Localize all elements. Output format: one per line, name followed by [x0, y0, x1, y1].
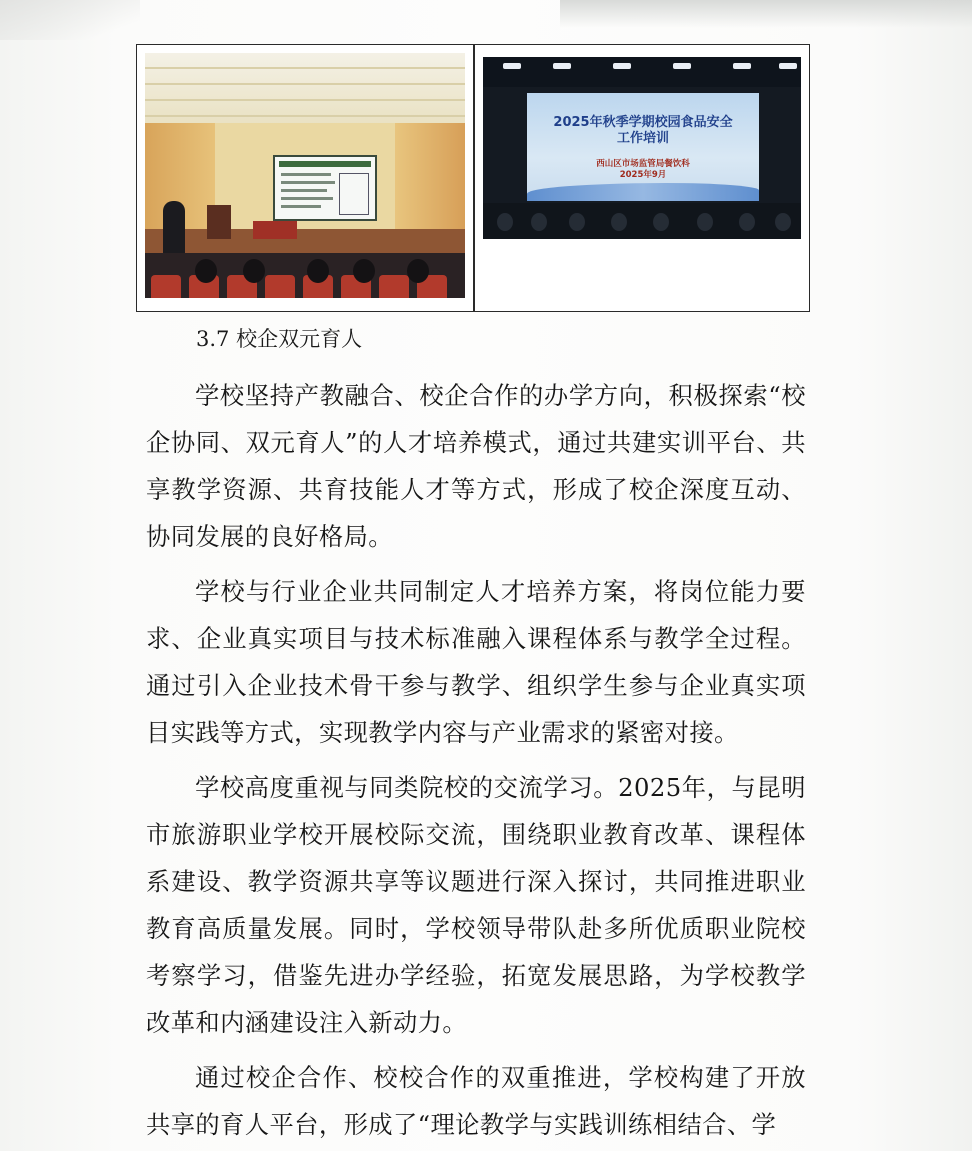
audience — [145, 253, 465, 298]
ceiling — [145, 53, 465, 125]
section-heading: 3.7 校企双元育人 — [196, 327, 363, 351]
stage — [145, 229, 465, 253]
podium — [207, 205, 231, 239]
table-divider — [473, 45, 475, 311]
page-corner-shadow — [0, 0, 140, 40]
paragraph: 通过校企合作、校校合作的双重推进，学校构建了开放共享的育人平台，形成了“理论教学与实践训练相结合、学 — [146, 1063, 806, 1139]
training-session-photo — [483, 57, 801, 239]
projection-screen — [527, 93, 759, 201]
photo-table — [136, 44, 810, 312]
ceiling-lights — [483, 57, 801, 87]
wall-right — [395, 123, 465, 243]
paragraph: 学校坚持产教融合、校企合作的办学方向，积极探索“校企协同、双元育人”的人才培养模式，通过共建实训平台、共享教学资源、共育技能人才等方式，形成了校企深度互动、协同发展的良好格局。 — [146, 381, 806, 551]
page-curl-shadow — [560, 0, 972, 28]
auditorium-lecture-photo — [145, 53, 465, 298]
slide-wave-decoration — [527, 183, 759, 201]
audience — [483, 203, 801, 239]
projection-screen — [273, 155, 377, 221]
stage-table — [253, 221, 297, 239]
paragraph: 学校与行业企业共同制定人才培养方案，将岗位能力要求、企业真实项目与技术标准融入课程体系与教学全过程。通过引入企业技术骨干参与教学、组织学生参与企业真实项目实践等方式，实现教学内容与产业需求的紧密对接。 — [146, 577, 806, 747]
slide-title: 2025年秋季学期校园食品安全 工作培训 — [553, 115, 733, 146]
paragraph: 学校高度重视与同类院校的交流学习。2025年，与昆明市旅游职业学校开展校际交流，围绕职业教育改革、课程体系建设、教学资源共享等议题进行深入探讨，共同推进职业教育高质量发展。同时，学校领导带队赴多所优质职业院校考察学习，借鉴先进办学经验，拓宽发展思路，为学校教学改革和内涵建设注入新动力。 — [146, 773, 806, 1037]
slide-subtitle: 西山区市场监管局餐饮科 2025年9月 — [596, 159, 690, 180]
